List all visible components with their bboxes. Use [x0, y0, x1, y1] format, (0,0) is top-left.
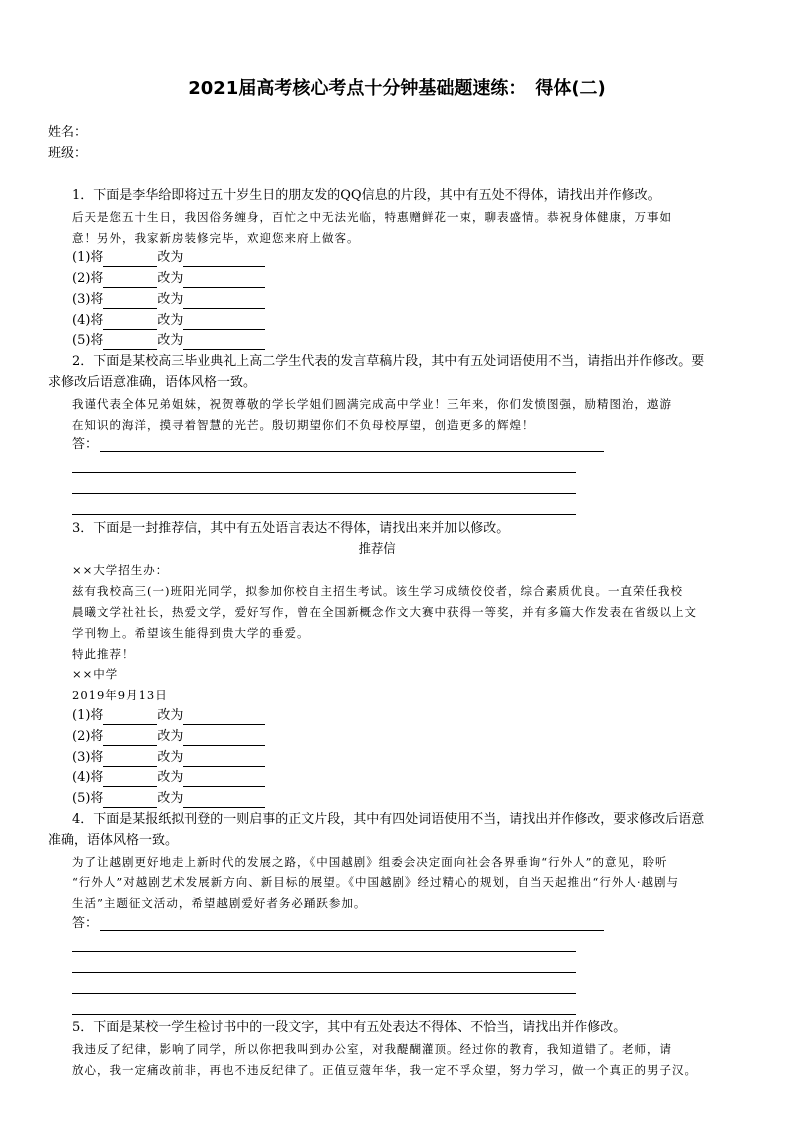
- blank-field[interactable]: [103, 252, 157, 267]
- question-4-prompt: 4．下面是某报纸拟刊登的一则启事的正文片段，其中有四处词语使用不当，请找出并作修改，要求修改后语意: [72, 812, 705, 827]
- answer-row: (3)将 改为: [72, 291, 265, 309]
- answer-row: (4)将 改为: [72, 312, 265, 330]
- question-2-text: 我谨代表全体兄弟姐妹，祝贺尊敬的学长学姐们圆满完成高中学业！三年来，你们发愤图强，励精图治，遨游: [72, 397, 672, 411]
- letter-text: 学刊物上。希望该生能得到贵大学的垂爱。: [72, 626, 310, 640]
- question-1-text: 意！另外，我家新房装修完毕，欢迎您来府上做客。: [72, 231, 360, 245]
- answer-label: 答：: [72, 916, 99, 931]
- letter-salutation: ××大学招生办：: [72, 563, 169, 577]
- answer-line[interactable]: [72, 514, 576, 515]
- blank-field[interactable]: [183, 710, 265, 725]
- name-label: 姓名：: [48, 125, 88, 140]
- answer-row: (5)将 改为: [72, 790, 265, 808]
- answer-line[interactable]: [72, 472, 576, 473]
- question-2-prompt: 2．下面是某校高三毕业典礼上高二学生代表的发言草稿片段，其中有五处词语使用不当，请指出并作修改。要: [72, 354, 705, 369]
- answer-line[interactable]: [100, 930, 604, 931]
- answer-line[interactable]: [72, 993, 576, 994]
- question-4-prompt: 准确，语体风格一致。: [48, 833, 179, 848]
- blank-field[interactable]: [103, 273, 157, 288]
- blank-field[interactable]: [103, 731, 157, 746]
- class-label: 班级：: [48, 146, 88, 161]
- letter-text: 兹有我校高三(一)班阳光同学，拟参加你校自主招生考试。该生学习成绩佼佼者，综合素质优良。一直荣任我校: [72, 584, 683, 598]
- answer-row: (4)将 改为: [72, 769, 265, 787]
- answer-label: 答：: [72, 437, 99, 452]
- letter-date: 2019年9月13日: [72, 688, 168, 702]
- blank-field[interactable]: [183, 294, 265, 309]
- question-2-prompt: 求修改后语意准确，语体风格一致。: [48, 375, 257, 390]
- blank-field[interactable]: [103, 793, 157, 808]
- blank-field[interactable]: [183, 315, 265, 330]
- question-4-text: 生活”主题征文活动，希望越剧爱好者务必踊跃参加。: [72, 896, 367, 910]
- blank-field[interactable]: [183, 335, 265, 350]
- answer-line[interactable]: [100, 451, 604, 452]
- blank-field[interactable]: [103, 294, 157, 309]
- question-4-text: 为了让越剧更好地走上新时代的发展之路，《中国越剧》组委会决定面向社会各界垂询“行外人”的意见，聆听: [72, 855, 668, 869]
- question-2-text: 在知识的海洋，摸寻着智慧的光芒。殷切期望你们不负母校厚望，创造更多的辉煌！: [72, 418, 535, 432]
- blank-field[interactable]: [183, 793, 265, 808]
- answer-line[interactable]: [72, 972, 576, 973]
- answer-line[interactable]: [72, 493, 576, 494]
- blank-field[interactable]: [183, 273, 265, 288]
- blank-field[interactable]: [103, 752, 157, 767]
- answer-row: (5)将 改为: [72, 332, 265, 350]
- answer-row: (3)将 改为: [72, 749, 265, 767]
- page-title: 2021届高考核心考点十分钟基础题速练： 得体(二): [188, 78, 606, 99]
- question-5-text: 我违反了纪律，影响了同学，所以你把我叫到办公室，对我醍醐灌顶。经过你的教育，我知道错了。老师，请: [72, 1042, 672, 1056]
- answer-row: (2)将 改为: [72, 728, 265, 746]
- blank-field[interactable]: [103, 710, 157, 725]
- question-5-text: 放心，我一定痛改前非，再也不违反纪律了。正值豆蔻年华，我一定不孚众望，努力学习，做一个真正的男子汉。: [72, 1063, 697, 1077]
- question-3-prompt: 3．下面是一封推荐信，其中有五处语言表达不得体，请找出来并加以修改。: [72, 521, 510, 536]
- letter-signature: ××中学: [72, 667, 119, 681]
- letter-text: 晨曦文学社社长，热爱文学，爱好写作，曾在全国新概念作文大赛中获得一等奖，并有多篇大作发表在省级以上文: [72, 605, 697, 619]
- answer-line[interactable]: [72, 951, 576, 952]
- answer-row: (1)将 改为: [72, 249, 265, 267]
- blank-field[interactable]: [183, 731, 265, 746]
- blank-field[interactable]: [183, 752, 265, 767]
- blank-field[interactable]: [103, 335, 157, 350]
- question-1-text: 后天是您五十生日，我因俗务缠身，百忙之中无法光临，特惠赠鲜花一束，聊表盛情。恭祝身体健康，万事如: [72, 210, 672, 224]
- answer-line[interactable]: [72, 1014, 576, 1015]
- letter-closing: 特此推荐！: [72, 647, 135, 661]
- question-4-text: “行外人”对越剧艺术发展新方向、新目标的展望。《中国越剧》经过精心的规划，自当天起推出“行外人·越剧与: [72, 875, 680, 889]
- blank-field[interactable]: [183, 772, 265, 787]
- answer-row: (2)将 改为: [72, 270, 265, 288]
- letter-title: 推荐信: [358, 542, 396, 557]
- blank-field[interactable]: [103, 772, 157, 787]
- blank-field[interactable]: [103, 315, 157, 330]
- blank-field[interactable]: [183, 252, 265, 267]
- question-1-prompt: 1．下面是李华给即将过五十岁生日的朋友发的QQ信息的片段，其中有五处不得体，请找出并作修改。: [72, 188, 661, 203]
- answer-row: (1)将 改为: [72, 707, 265, 725]
- question-5-prompt: 5．下面是某校一学生检讨书中的一段文字，其中有五处表达不得体、不恰当，请找出并作修改。: [72, 1020, 627, 1035]
